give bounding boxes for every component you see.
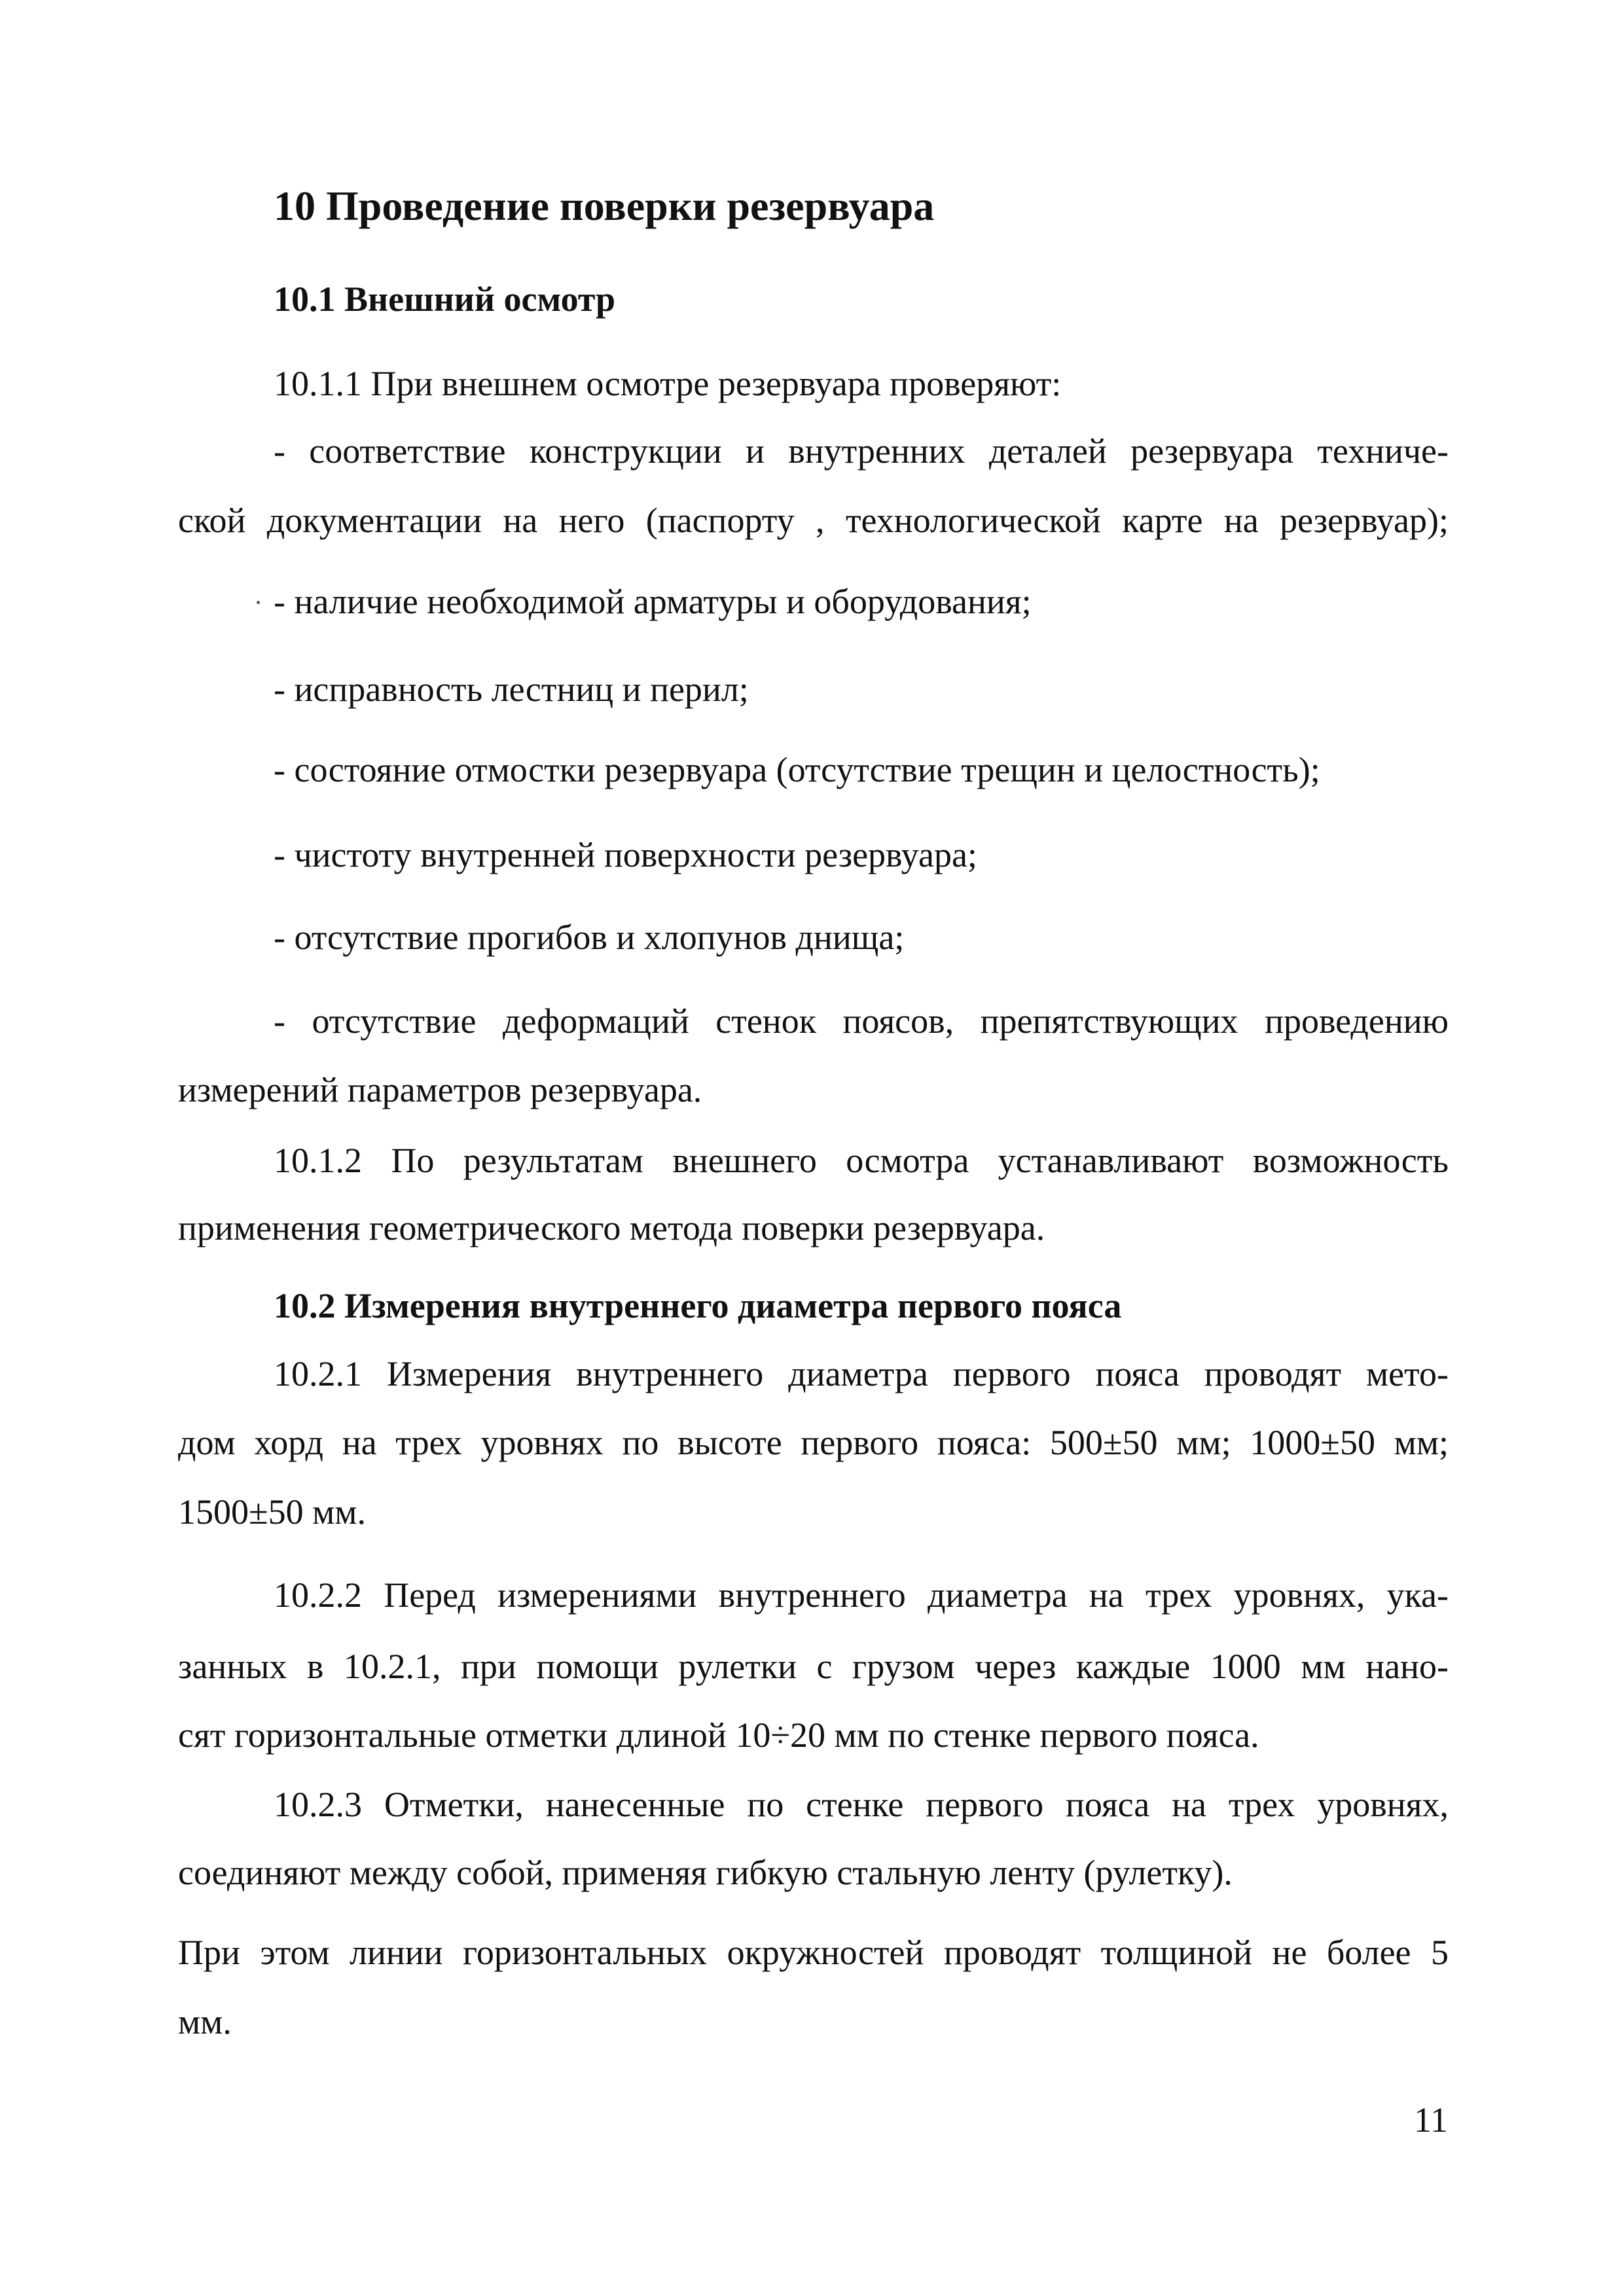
paragraph-10-2-3-line-2: соединяют между собой, применяя гибкую стальную ленту (рулетку). [178, 1853, 1233, 1892]
paragraph-10-2-1-line-3: 1500±50 мм. [178, 1492, 366, 1532]
subsection-title-10-2: 10.2 Измерения внутреннего диаметра первого пояса [274, 1286, 1122, 1325]
list-item-5: - чистоту внутренней поверхности резервуара; [274, 835, 977, 874]
list-item-6: - отсутствие прогибов и хлопунов днища; [274, 918, 905, 957]
list-item-4: - состояние отмостки резервуара (отсутствие трещин и целостность); [274, 750, 1320, 789]
paragraph-10-1-2-line-2: применения геометрического метода поверки резервуара. [178, 1208, 1045, 1247]
list-item-1-line-2: ской документации на него (паспорту , технологической карте на резервуар); [178, 501, 1449, 540]
paragraph-10-2-2-line-2: занных в 10.2.1, при помощи рулетки с грузом через каждые 1000 мм нано- [178, 1647, 1449, 1686]
paragraph-10-2-2-line-1: 10.2.2 Перед измерениями внутреннего диаметра на трех уровнях, ука- [274, 1575, 1449, 1615]
page-number: 11 [1414, 2100, 1448, 2140]
list-item-2: - наличие необходимой арматуры и оборудования; [274, 582, 1032, 621]
section-heading: 10 Проведение поверки резервуара [274, 183, 935, 229]
list-item-3: - исправность лестниц и перил; [274, 670, 749, 709]
paragraph-10-2-3-line-1: 10.2.3 Отметки, нанесенные по стенке первого пояса на трех уровнях, [274, 1785, 1449, 1824]
list-item-7-line-2: измерений параметров резервуара. [178, 1070, 702, 1109]
list-item-7-line-1: - отсутствие деформаций стенок поясов, препятствующих проведению [274, 1001, 1449, 1041]
paragraph-10-2-1-line-2: дом хорд на трех уровнях по высоте первого пояса: 500±50 мм; 1000±50 мм; [178, 1423, 1449, 1462]
paragraph-10-1-2-line-1: 10.1.2 По результатам внешнего осмотра устанавливают возможность [274, 1141, 1449, 1180]
subsection-title-10-1: 10.1 Внешний осмотр [274, 279, 616, 319]
paragraph-10-2-2-line-3: сят горизонтальные отметки длиной 10÷20 мм по стенке первого пояса. [178, 1715, 1259, 1755]
list-item-1-line-1: - соответствие конструкции и внутренних деталей резервуара техниче- [274, 431, 1449, 471]
paragraph-10-2-3-line-3: При этом линии горизонтальных окружностей проводят толщиной не более 5 [178, 1933, 1449, 1972]
scan-speck [257, 601, 260, 604]
paragraph-10-1-1: 10.1.1 При внешнем осмотре резервуара проверяют: [274, 364, 1062, 403]
paragraph-10-2-3-line-4: мм. [178, 2002, 232, 2041]
paragraph-10-2-1-line-1: 10.2.1 Измерения внутреннего диаметра первого пояса проводят мето- [274, 1354, 1449, 1393]
